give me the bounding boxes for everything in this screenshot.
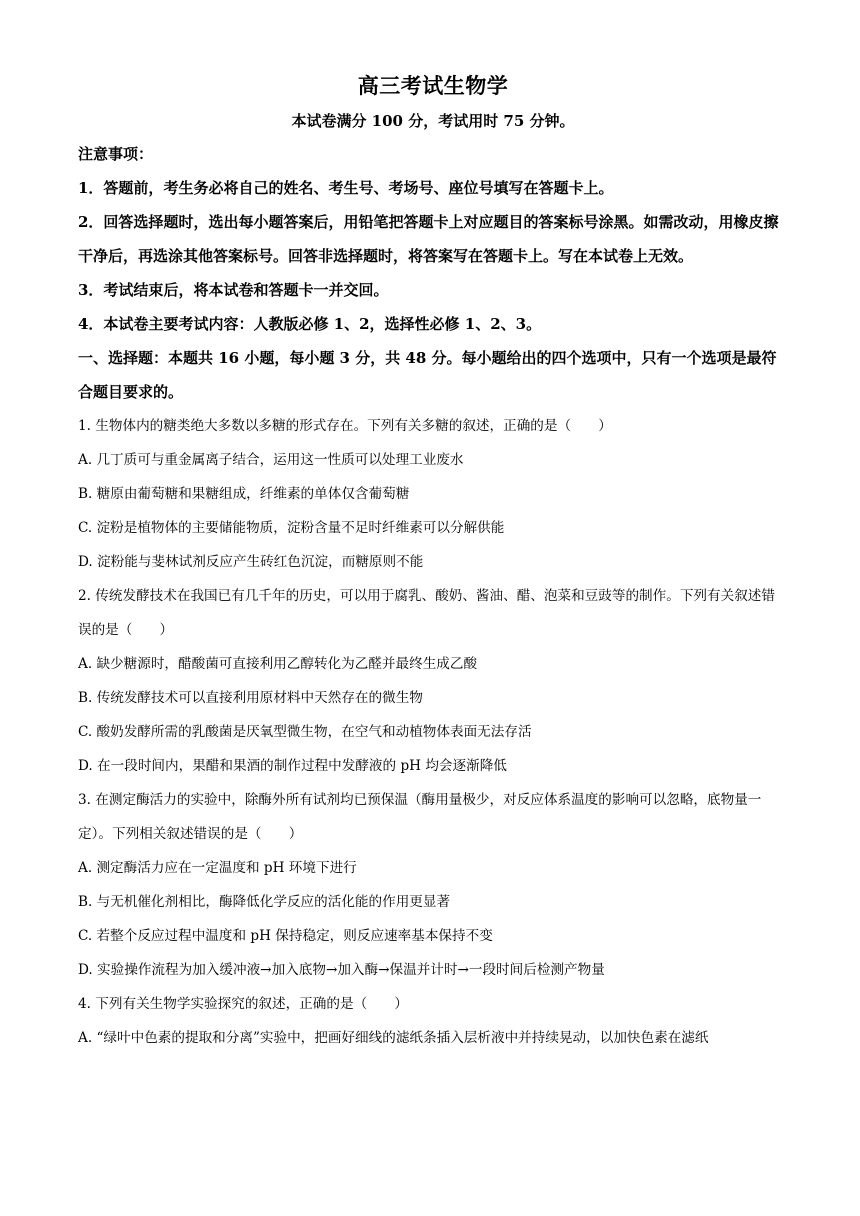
notice-heading: 注意事项： [78, 145, 154, 163]
question-2-option-c: C. 酸奶发酵所需的乳酸菌是厌氧型微生物，在空气和动植物体表面无法存活 [78, 724, 532, 740]
question-2-stem: 2. 传统发酵技术在我国已有几千年的历史，可以用于腐乳、酸奶、酱油、醋、泡菜和豆豉等的制作。下列有关叙述错误的是（ ） [78, 588, 775, 638]
question-4-stem: 4. 下列有关生物学实验探究的叙述，正确的是（ ） [78, 996, 408, 1012]
question-1-stem: 1. 生物体内的糖类绝大多数以多糖的形式存在。下列有关多糖的叙述，正确的是（ ） [78, 418, 612, 434]
question-2-option-d: D. 在一段时间内，果醋和果酒的制作过程中发酵液的 pH 均会逐渐降低 [78, 758, 507, 774]
question-2-option-b: B. 传统发酵技术可以直接利用原材料中天然存在的微生物 [78, 690, 423, 706]
question-3-option-c: C. 若整个反应过程中温度和 pH 保持稳定，则反应速率基本保持不变 [78, 928, 493, 944]
question-3-stem: 3. 在测定酶活力的实验中，除酶外所有试剂均已预保温（酶用量极少，对反应体系温度的影响可以忽略，底物量一定）。下列相关叙述错误的是（ ） [78, 792, 762, 842]
question-1-option-c: C. 淀粉是植物体的主要储能物质，淀粉含量不足时纤维素可以分解供能 [78, 520, 505, 536]
question-2-option-a: A. 缺少糖源时，醋酸菌可直接利用乙醇转化为乙醛并最终生成乙酸 [78, 656, 478, 672]
question-3-option-a: A. 测定酶活力应在一定温度和 pH 环境下进行 [78, 860, 357, 876]
notice-item-1: 1．答题前，考生务必将自己的姓名、考生号、考场号、座位号填写在答题卡上。 [78, 179, 614, 197]
notice-item-3: 3．考试结束后，将本试卷和答题卡一并交回。 [78, 281, 389, 299]
notice-item-2: 2．回答选择题时，选出每小题答案后，用铅笔把答题卡上对应题目的答案标号涂黑。如需改动，用橡皮擦干净后，再选涂其他答案标号。回答非选择题时，将答案写在答题卡上。写在本试卷上无效。 [78, 213, 779, 265]
question-3-option-d: D. 实验操作流程为加入缓冲液→加入底物→加入酶→保温并计时→一段时间后检测产物量 [78, 962, 605, 978]
exam-page [78, 70, 788, 1055]
question-3-option-b: B. 与无机催化剂相比，酶降低化学反应的活化能的作用更显著 [78, 894, 451, 910]
question-1-option-d: D. 淀粉能与斐林试剂反应产生砖红色沉淀，而糖原则不能 [78, 554, 424, 570]
notice-item-4: 4．本试卷主要考试内容：人教版必修 1、2，选择性必修 1、2、3。 [78, 315, 542, 333]
question-1-option-b: B. 糖原由葡萄糖和果糖组成，纤维素的单体仅含葡萄糖 [78, 486, 410, 502]
exam-subtitle: 本试卷满分 100 分，考试用时 75 分钟。 [291, 112, 575, 130]
exam-title: 高三考试生物学 [357, 73, 509, 98]
question-1-option-a: A. 几丁质可与重金属离子结合，运用这一性质可以处理工业废水 [78, 452, 464, 468]
section-heading: 一、选择题：本题共 16 小题，每小题 3 分，共 48 分。每小题给出的四个选项中，只有一个选项是最符合题目要求的。 [78, 349, 777, 401]
question-4-option-a: A. “绿叶中色素的提取和分离”实验中，把画好细线的滤纸条插入层析液中并持续晃动，以加快色素在滤纸 [78, 1030, 709, 1046]
